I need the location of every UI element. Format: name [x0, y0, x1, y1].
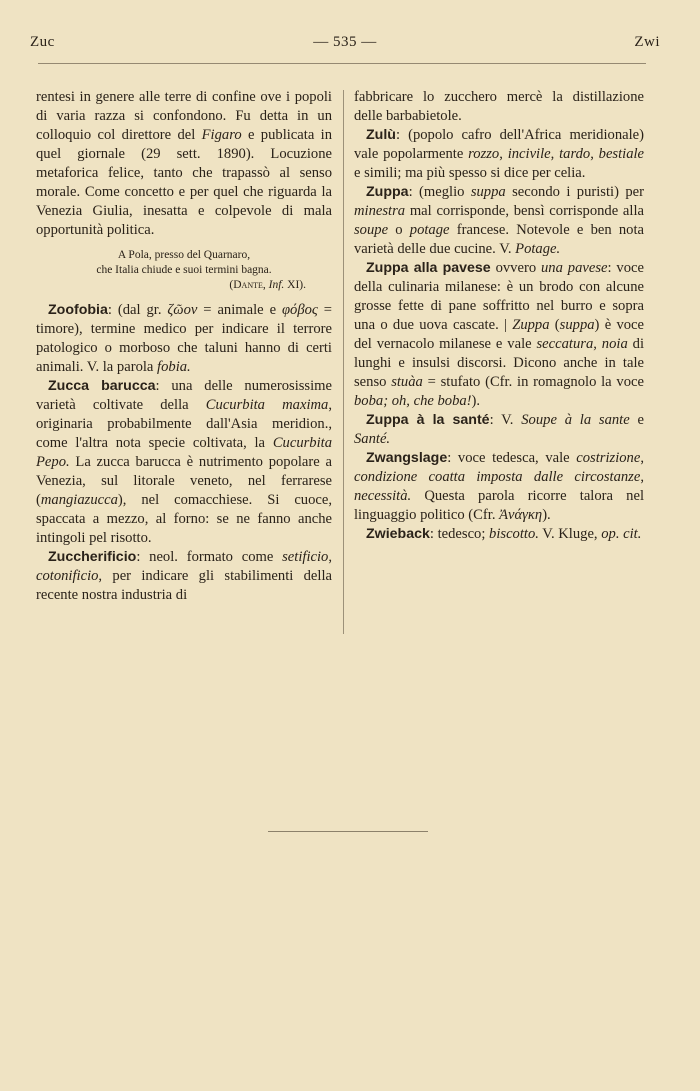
headword: Zuppa alla pavese [366, 260, 491, 276]
end-rule [268, 831, 428, 832]
entry-zwieback: Zwieback: tedesco; biscotto. V. Kluge, op. cit. [366, 526, 642, 542]
entry-zuppa-alla-pavese: Zuppa alla pavese ovvero una pavese: voce della culinaria milanese: è un brodo con alcune grosse fette di pane soffritto nel burro e sopra una o due uova cascate. | Zuppa (suppa) è voce del vernacolo milanese e vale seccatura, noia di lunghi e insulsi discorsi. Dicono anche in tale senso stuàa = stufato (Cfr. in romagnolo la voce boba; oh, che boba!). [354, 260, 645, 409]
header-right-guideword: Zwi [634, 34, 660, 50]
quote-source: (Dante, Inf. XI). [229, 279, 306, 291]
right-column [354, 88, 644, 544]
entry-zwangslage: Zwangslage: voce tedesca, vale costrizione, condizione coatta imposta dalle circostanze, necessità. Questa parola ricorre talora nel linguaggio politico (Cfr. Ἀνάγκη). [354, 450, 644, 523]
entry-zulu: Zulù: (popolo cafro dell'Africa meridionale) vale popolarmente rozzo, incivile, tardo, bestiale e simili; ma più spesso si dice per celia. [354, 127, 645, 181]
headword: Zuppa [366, 184, 409, 200]
header-left-guideword: Zuc [30, 34, 55, 50]
quote-line-2: che Italia chiude e suoi termini bagna. [96, 264, 272, 276]
headword: Zwieback [366, 526, 430, 542]
headword: Zwangslage [366, 450, 448, 466]
entry-zuppa: Zuppa: (meglio suppa secondo i puristi) per minestra mal corrisponde, bensì corrisponde alla soupe o potage francese. Notevole e ben nota varietà delle due cucine. V. Potage. [354, 184, 644, 257]
quote-line-1: A Pola, presso del Quarnaro, [117, 249, 251, 261]
verse-quotation [36, 248, 332, 293]
entry-zucca-barucca: Zucca barucca: una delle numerosissime varietà coltivate della Cucurbita maxima, originaria probabilmente dall'Asia meridion., come l'altra nota specie coltivata, la Cucurbita Pepo. La zucca barucca è nutrimento popolare a Venezia, sul litorale veneto, nel ferrarese (mangiazucca), nel comacchiese. Si cuoce, spaccata a mezzo, al forno: se ne fanno anche intingoli pel risotto. [36, 378, 333, 546]
headword: Zulù [366, 127, 396, 143]
headword: Zuccherificio [48, 549, 137, 565]
continued-entry: fabbricare lo zucchero mercè la distillazione delle barbabietole. [354, 89, 644, 124]
entry-zoofobia: Zoofobia: (dal gr. ζῶον = animale e φόβος = timore), termine medico per indicare il terrore patologico o morboso che taluni hanno di certi animali. V. la parola fobia. [36, 302, 332, 375]
entry-zuppa-a-la-sante: Zuppa à la santé: V. Soupe à la sante e Santé. [354, 412, 644, 447]
continued-entry: rentesi in genere alle terre di confine ove i popoli di varia razza si confondono. Fu detta in un colloquio col direttore del Figaro e publicata in quel giornale (29 sett. 1890). Locuzione metaforica felice, tanto che trapassò al senso morale. Come concetto e per quel che riguarda la Venezia Giulia, inesatta e colpevole di mala opportunità politica. [36, 89, 332, 238]
header-rule [38, 63, 646, 64]
page-number: — 535 — [313, 34, 377, 50]
headword: Zuppa à la santé [366, 412, 490, 428]
left-column [36, 88, 332, 605]
headword: Zoofobia [48, 302, 108, 318]
column-divider [343, 90, 344, 634]
headword: Zucca barucca [48, 378, 156, 394]
entry-zuccherificio: Zuccherificio: neol. formato come setificio, cotonificio, per indicare gli stabilimenti della recente nostra industria di [36, 549, 332, 603]
